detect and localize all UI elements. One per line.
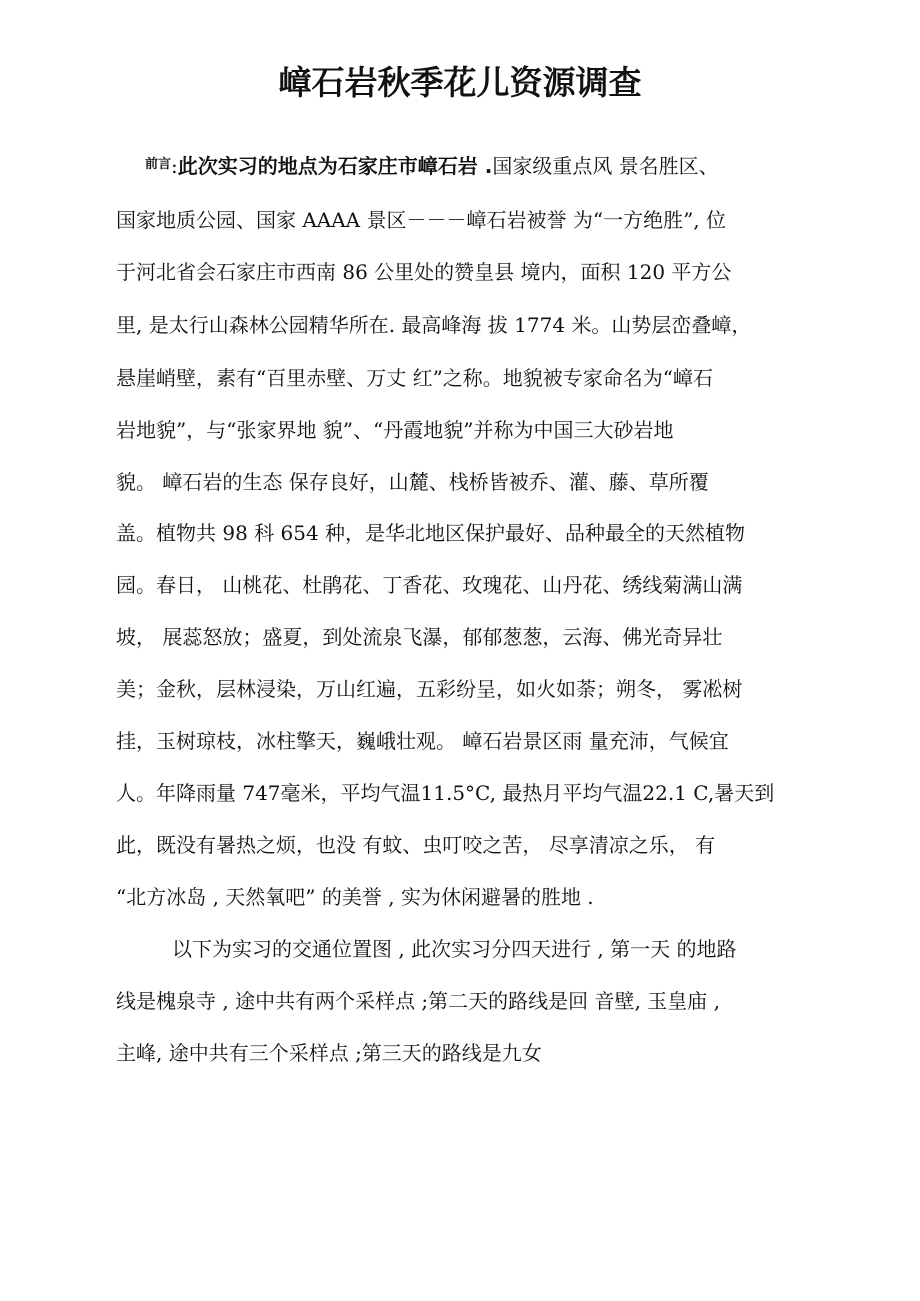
preface-label: 前言: [145, 157, 172, 172]
body-line: “北方冰岛 , 天然氧吧” 的美誉 , 实为休闲避暑的胜地 .: [116, 885, 594, 909]
body-line: 坡， 展蕊怒放；盛夏，到处流泉飞瀑，郁郁葱葱，云海、佛光奇异壮: [116, 625, 723, 649]
paragraph2-line: 以下为实习的交通位置图 , 此次实习分四天进行 , 第一天 的地路: [172, 937, 737, 961]
body-line: 园。春日， 山桃花、杜鹃花、丁香花、玫瑰花、山丹花、绣线菊满山满: [116, 573, 743, 597]
body-line: 国家地质公园、国家 AAAA 景区－－－嶂石岩被誉 为“一方绝胜”, 位: [116, 208, 727, 232]
body-line: 貌。 嶂石岩的生态 保存良好，山麓、栈桥皆被乔、灌、藤、草所覆: [116, 470, 709, 494]
body-line: 里, 是太行山森林公园精华所在. 最高峰海 拔 1774 米。山势层峦叠嶂，: [116, 313, 752, 337]
preface-line-rest: 国家级重点风 景名胜区、: [492, 154, 719, 178]
body-line: 挂，玉树琼枝，冰柱擎天，巍峨壮观。 嶂石岩景区雨 量充沛，气候宜: [116, 729, 729, 753]
paragraph2-line: 线是槐泉寺 , 途中共有两个采样点 ;第二天的路线是回 音壁, 玉皇庙 ,: [116, 989, 720, 1013]
document-title: 嶂石岩秋季花儿资源调查: [278, 63, 642, 102]
body-line: 美；金秋，层林浸染，万山红遍，五彩纷呈，如火如荼；朔冬， 雾凇树: [116, 677, 743, 701]
body-line: 此，既没有暑热之烦，也没 有蚊、虫叮咬之苦， 尽享清凉之乐， 有: [116, 833, 716, 857]
body-line: 盖。植物共 98 科 654 种，是华北地区保护最好、品种最全的天然植物: [116, 521, 746, 545]
body-line: 人。年降雨量 747毫米，平均气温11.5°C, 最热月平均气温22.1 C,暑天到: [116, 781, 775, 805]
body-line: 岩地貌”，与“张家界地 貌”、“丹霞地貌”并称为中国三大砂岩地: [116, 418, 674, 442]
paragraph2-line: 主峰, 途中共有三个采样点 ;第三天的路线是九女: [116, 1041, 542, 1065]
preface-line: [145, 150, 845, 181]
preface-bold-text: 此次实习的地点为石家庄市嶂石岩 .: [177, 154, 493, 178]
preface-colon: :: [171, 154, 178, 178]
body-line: 于河北省会石家庄市西南 86 公里处的赞皇县 境内，面积 120 平方公: [116, 260, 732, 284]
body-line: 悬崖峭壁，素有“百里赤壁、万丈 红”之称。地貌被专家命名为“嶂石: [116, 366, 714, 390]
